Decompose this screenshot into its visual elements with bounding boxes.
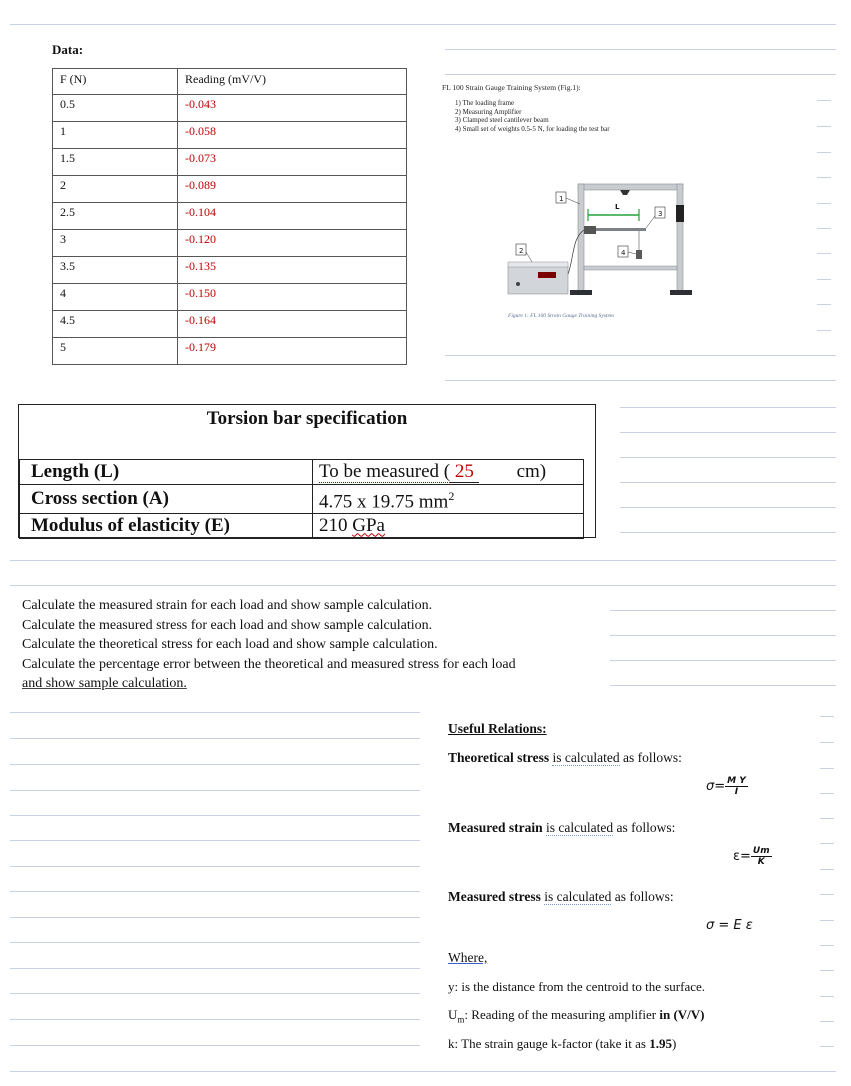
page-rule [10, 1045, 420, 1046]
eq2-lhs: ε= [733, 849, 751, 864]
margin-tick [820, 742, 834, 743]
reading-cell: -0.164 [178, 311, 407, 338]
margin-tick [820, 945, 834, 946]
page-rule [10, 840, 420, 841]
page-rule [620, 532, 836, 533]
spec-key-modulus: Modulus of elasticity (E) [20, 514, 313, 539]
page-rule [620, 457, 836, 458]
spec-length-value [450, 461, 479, 483]
spec-key-length: Length (L) [20, 460, 313, 485]
margin-tick [820, 920, 834, 921]
force-cell: 1 [53, 122, 178, 149]
margin-tick [820, 768, 834, 769]
margin-tick [820, 793, 834, 794]
k-value: 1.95 [649, 1036, 672, 1051]
theoretical-stress-line [448, 750, 682, 766]
relations-heading: Useful Relations: [448, 721, 547, 736]
header-force: F (N) [53, 69, 178, 95]
frame-cross-bar [584, 266, 677, 270]
frame-left-post [578, 184, 584, 292]
leader-line-4 [628, 252, 636, 254]
reading-cell: -0.058 [178, 122, 407, 149]
figure-component-list [455, 99, 610, 133]
cantilever-beam [596, 228, 646, 231]
data-heading: Data: [52, 42, 84, 57]
force-cell: 3.5 [53, 257, 178, 284]
label-two: 2 [519, 247, 524, 255]
equation-theoretical-stress [706, 776, 748, 797]
frame-foot-right [670, 290, 692, 295]
margin-tick [820, 818, 834, 819]
list-item: 1) The loading frame [455, 99, 515, 107]
page-rule [10, 1019, 420, 1020]
force-cell: 4.5 [53, 311, 178, 338]
theoretical-stress-tail: as follows: [619, 750, 682, 765]
margin-tick [817, 177, 831, 178]
task-list [22, 596, 516, 694]
margin-tick [820, 1046, 834, 1047]
margin-tick [820, 1021, 834, 1022]
leader-line-2 [526, 252, 532, 262]
table-row [53, 95, 407, 122]
table-row [20, 460, 584, 485]
reading-cell: -0.073 [178, 149, 407, 176]
margin-tick [820, 970, 834, 971]
measured-strain-line [448, 820, 675, 836]
leader-line-3 [646, 216, 655, 228]
figure-title: FL 100 Strain Gauge Training System (Fig.1): [442, 83, 581, 92]
k-tail: ) [671, 1036, 677, 1051]
page-rule [10, 738, 420, 739]
measuring-amplifier [508, 266, 568, 294]
margin-tick [817, 100, 831, 101]
um-symbol: U [448, 1007, 458, 1022]
page-rule [445, 380, 836, 381]
force-cell: 0.5 [53, 95, 178, 122]
theoretical-stress-label: Theoretical stress [448, 750, 550, 765]
page-rule [445, 49, 836, 50]
table-header-row [53, 69, 407, 95]
margin-tick [817, 253, 831, 254]
table-row [53, 257, 407, 284]
spec-value-length [313, 460, 584, 485]
connector-panel [676, 205, 684, 222]
loading-hanger [620, 190, 630, 195]
eq2-denominator: K [757, 857, 765, 867]
page-rule [10, 1071, 836, 1072]
reading-cell: -0.043 [178, 95, 407, 122]
page-rule [620, 482, 836, 483]
spec-length-prefix: To be measured ( [319, 461, 451, 482]
page-rule [10, 942, 420, 943]
label-one: 1 [559, 195, 564, 203]
reading-cell: -0.120 [178, 230, 407, 257]
page-rule [10, 891, 420, 892]
force-cell: 5 [53, 338, 178, 365]
spec-area-sup: 2 [448, 489, 455, 503]
amplifier-knob [516, 282, 520, 286]
force-cell: 2 [53, 176, 178, 203]
margin-tick [820, 716, 834, 717]
reading-cell: -0.135 [178, 257, 407, 284]
length-label: L [615, 203, 620, 211]
table-row [53, 149, 407, 176]
table-row [20, 514, 584, 539]
eq2-fraction [751, 846, 772, 867]
page-rule [610, 660, 836, 661]
reading-cell: -0.104 [178, 203, 407, 230]
table-row [53, 203, 407, 230]
label-four: 4 [621, 249, 626, 257]
force-cell: 3 [53, 230, 178, 257]
measured-strain-tail: as follows: [613, 820, 676, 835]
measured-strain-label: Measured strain [448, 820, 543, 835]
k-text: k: The strain gauge k-factor (take it as [448, 1036, 650, 1051]
frame-top-bar [578, 184, 683, 190]
margin-tick [817, 228, 831, 229]
header-reading: Reading (mV/V) [178, 69, 407, 95]
task-item: Calculate the theoretical stress for each load and show sample calculation. [22, 637, 438, 652]
table-row [53, 230, 407, 257]
reading-cell: -0.179 [178, 338, 407, 365]
page-rule [10, 585, 836, 586]
margin-tick [820, 996, 834, 997]
equation-measured-stress: σ = E ε [706, 918, 753, 933]
force-cell: 4 [53, 284, 178, 311]
amplifier-display [538, 272, 556, 278]
eq1-denominator: I [734, 787, 739, 797]
page-rule [10, 968, 420, 969]
amplifier-top [508, 262, 568, 267]
figure-caption: Figure 1: FL 100 Strain Gauge Training System [508, 313, 614, 319]
reading-cell: -0.150 [178, 284, 407, 311]
measured-stress-verb: is calculated [544, 889, 612, 904]
y-definition: y: is the distance from the centroid to the surface. [448, 979, 706, 994]
margin-tick [817, 279, 831, 280]
page-rule [10, 815, 420, 816]
task-item: Calculate the measured strain for each load and show sample calculation. [22, 598, 433, 613]
data-table [52, 68, 407, 365]
force-cell: 2.5 [53, 203, 178, 230]
table-row [53, 122, 407, 149]
spec-value-cross-section [313, 485, 584, 514]
margin-tick [817, 152, 831, 153]
margin-tick [817, 330, 831, 331]
um-subscript: m [457, 1014, 465, 1025]
spec-key-cross-section: Cross section (A) [20, 485, 313, 514]
reading-cell: -0.089 [178, 176, 407, 203]
weight-block [636, 250, 642, 259]
eq1-lhs: σ= [706, 779, 726, 794]
force-cell: 1.5 [53, 149, 178, 176]
spec-modulus-value: 210 [319, 515, 353, 537]
list-item: 4) Small set of weights 0.5-5 N, for loading the test bar [455, 124, 610, 133]
page-rule [620, 432, 836, 433]
label-three: 3 [658, 210, 663, 218]
margin-tick [817, 203, 831, 204]
page-rule [10, 790, 420, 791]
measured-strain-verb: is calculated [546, 820, 614, 835]
page-rule [445, 355, 836, 356]
table-row [53, 311, 407, 338]
margin-tick [820, 843, 834, 844]
spec-table [19, 459, 584, 539]
page-rule [10, 764, 420, 765]
k-definition [448, 1036, 676, 1052]
spec-title: Torsion bar specification [206, 408, 408, 429]
strain-gauge-rig-illustration [500, 178, 695, 308]
measured-stress-label: Measured stress [448, 889, 541, 904]
um-definition [448, 1007, 705, 1025]
spec-length-suffix: cm) [516, 461, 547, 482]
page-rule [10, 24, 836, 25]
list-item: 2) Measuring Amplifier [455, 107, 522, 116]
table-row [53, 338, 407, 365]
task-item: Calculate the measured stress for each load and show sample calculation. [22, 617, 433, 633]
page-rule [445, 74, 836, 75]
measured-stress-line [448, 889, 674, 905]
table-row [53, 176, 407, 203]
page-rule [10, 560, 836, 561]
spec-area-value: 4.75 x 19.75 mm [319, 491, 449, 513]
theoretical-stress-verb: is calculated [552, 750, 620, 765]
where-label: Where, [448, 950, 488, 965]
page-rule [610, 685, 836, 686]
margin-tick [820, 869, 834, 870]
page-rule [620, 407, 836, 408]
page-rule [610, 635, 836, 636]
um-text: : Reading of the measuring amplifier [464, 1007, 660, 1022]
eq1-numerator: M Y [727, 776, 746, 786]
eq1-fraction [725, 776, 748, 797]
equation-measured-strain [733, 846, 772, 867]
page-rule [610, 610, 836, 611]
task-item: Calculate the percentage error between the theoretical and measured stress for each load [22, 656, 516, 672]
um-units: in (V/V) [659, 1007, 705, 1022]
page-rule [10, 917, 420, 918]
page-rule [10, 866, 420, 867]
spec-length-number: 25 [454, 461, 474, 482]
list-item: 3) Clamped steel cantilever beam [455, 116, 549, 124]
spec-value-modulus [313, 514, 584, 539]
eq2-numerator: Um [752, 846, 770, 856]
task-item: and show sample calculation. [22, 676, 187, 691]
table-row [20, 485, 584, 514]
beam-clamp [584, 226, 596, 234]
frame-right-post [677, 184, 683, 292]
table-row [53, 284, 407, 311]
margin-tick [820, 894, 834, 895]
measured-stress-tail: as follows: [611, 889, 674, 904]
margin-tick [817, 304, 831, 305]
page-rule [620, 507, 836, 508]
frame-foot-left [570, 290, 592, 295]
margin-tick [817, 126, 831, 127]
page-rule [10, 993, 420, 994]
spec-modulus-unit: GPa [352, 515, 385, 537]
page-rule [10, 712, 420, 713]
